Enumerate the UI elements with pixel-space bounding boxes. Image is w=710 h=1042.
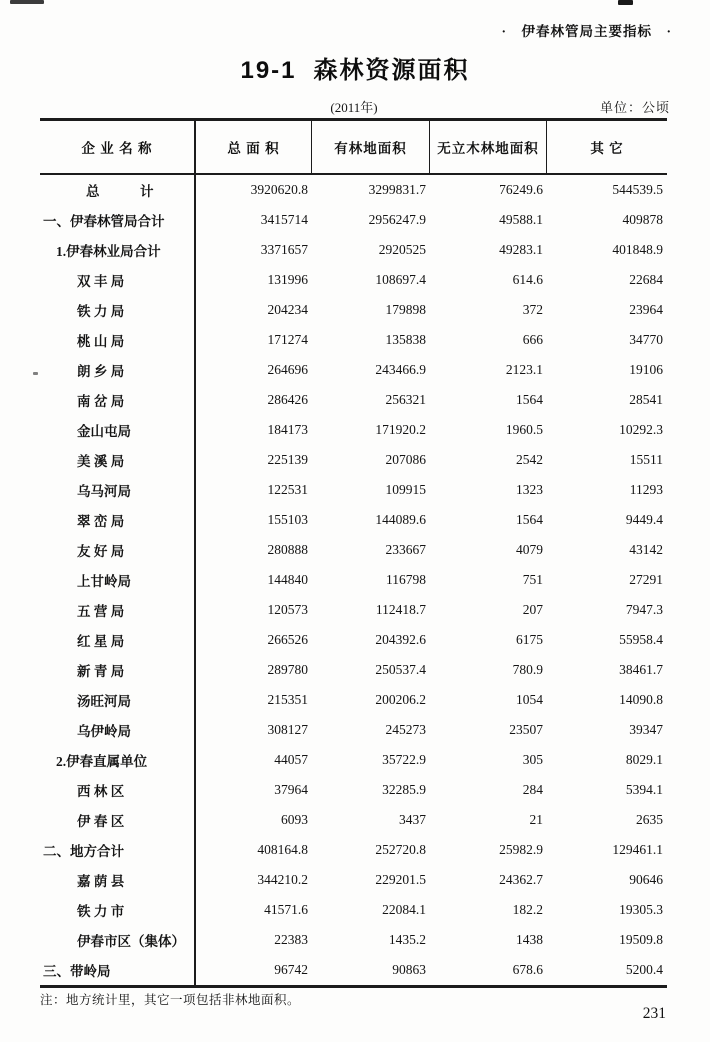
- row-value: 207: [522, 602, 543, 617]
- row-value: 179898: [385, 302, 426, 317]
- table-row: [40, 175, 667, 205]
- row-value: 35722.9: [382, 752, 426, 767]
- row-name: 上甘岭局: [40, 565, 196, 595]
- table-row: [40, 625, 667, 655]
- row-value: 204234: [267, 302, 308, 317]
- row-value: 751: [522, 572, 543, 587]
- table-row: [40, 205, 667, 235]
- row-value: 286426: [267, 392, 308, 407]
- row-value: 49283.1: [499, 242, 543, 257]
- row-value: 90646: [629, 872, 663, 887]
- row-name: 铁 力 市: [40, 895, 196, 925]
- row-value: 7947.3: [625, 602, 663, 617]
- column-header-nonstocked-area: 无立木林地面积: [430, 121, 547, 173]
- row-value: 116798: [386, 572, 426, 587]
- row-value: 6093: [281, 812, 308, 827]
- footnote: 注：地方统计里，其它一项包括非林地面积。: [40, 993, 301, 1007]
- row-value: 280888: [267, 542, 308, 557]
- title-text: 森林资源面积: [313, 57, 470, 84]
- row-name: 铁 力 局: [40, 295, 196, 325]
- table-row: [40, 535, 667, 565]
- scan-artifact: [33, 372, 38, 375]
- table-row: [40, 835, 667, 865]
- row-value: 24362.7: [499, 872, 543, 887]
- row-value: 6175: [516, 632, 543, 647]
- table-row: [40, 325, 667, 355]
- table-row: [40, 655, 667, 685]
- row-value: 25982.9: [499, 842, 543, 857]
- row-name: 桃 山 局: [40, 325, 196, 355]
- table-row: [40, 295, 667, 325]
- table-row: [40, 865, 667, 895]
- table-row: [40, 505, 667, 535]
- row-value: 5200.4: [625, 962, 663, 977]
- row-value: 23964: [629, 302, 663, 317]
- row-value: 409878: [622, 212, 663, 227]
- row-name: 美 溪 局: [40, 445, 196, 475]
- row-value: 22383: [274, 932, 308, 947]
- row-value: 207086: [385, 452, 426, 467]
- row-value: 182.2: [512, 902, 543, 917]
- row-value: 200206.2: [375, 692, 426, 707]
- table-row: [40, 445, 667, 475]
- row-value: 19106: [629, 362, 663, 377]
- row-name: 伊 春 区: [40, 805, 196, 835]
- row-value: 131996: [267, 272, 308, 287]
- row-value: 39347: [629, 722, 663, 737]
- row-value: 37964: [274, 782, 308, 797]
- row-value: 43142: [629, 542, 663, 557]
- row-value: 5394.1: [625, 782, 663, 797]
- table-row: [40, 715, 667, 745]
- row-name: 总 计: [40, 175, 196, 205]
- row-value: 120573: [267, 602, 308, 617]
- row-name: 金山屯局: [40, 415, 196, 445]
- row-value: 19305.3: [619, 902, 663, 917]
- row-value: 155103: [267, 512, 308, 527]
- row-value: 109915: [385, 482, 426, 497]
- table-body: [40, 175, 667, 985]
- row-value: 21: [529, 812, 543, 827]
- row-name: 红 星 局: [40, 625, 196, 655]
- table-row: [40, 595, 667, 625]
- row-name: 伊春市区（集体）: [40, 925, 196, 955]
- table-row: [40, 355, 667, 385]
- row-name: 1.伊春林业局合计: [40, 235, 196, 265]
- row-value: 233667: [385, 542, 426, 557]
- row-value: 2635: [636, 812, 663, 827]
- table-row: [40, 385, 667, 415]
- table-row: [40, 895, 667, 925]
- row-name: 汤旺河局: [40, 685, 196, 715]
- table-row: [40, 925, 667, 955]
- column-header-forested-area: 有林地面积: [312, 121, 430, 173]
- table-row: [40, 775, 667, 805]
- row-name: 翠 峦 局: [40, 505, 196, 535]
- row-value: 780.9: [512, 662, 543, 677]
- running-header-text: · 伊春林管局主要指标 ·: [501, 24, 672, 39]
- row-value: 76249.6: [499, 182, 543, 197]
- row-value: 245273: [385, 722, 426, 737]
- table-row: [40, 265, 667, 295]
- row-value: 4079: [516, 542, 543, 557]
- row-value: 112418.7: [375, 602, 426, 617]
- row-value: 3920620.8: [250, 182, 308, 197]
- column-header-other: 其 它: [590, 141, 624, 156]
- row-value: 284: [522, 782, 543, 797]
- row-name: 二、地方合计: [40, 835, 196, 865]
- table-meta-line: [40, 97, 668, 115]
- row-value: 266526: [267, 632, 308, 647]
- row-value: 22684: [629, 272, 663, 287]
- table-row: [40, 565, 667, 595]
- row-value: 144089.6: [375, 512, 426, 527]
- row-value: 3437: [399, 812, 426, 827]
- table-row: [40, 475, 667, 505]
- row-value: 8029.1: [625, 752, 663, 767]
- row-value: 108697.4: [375, 272, 426, 287]
- row-value: 252720.8: [375, 842, 426, 857]
- row-name: 双 丰 局: [40, 265, 196, 295]
- row-value: 2956247.9: [368, 212, 426, 227]
- row-name: 新 青 局: [40, 655, 196, 685]
- row-name: 五 营 局: [40, 595, 196, 625]
- row-value: 544539.5: [612, 182, 663, 197]
- table-row: [40, 235, 667, 265]
- row-name: 嘉 荫 县: [40, 865, 196, 895]
- row-value: 1323: [516, 482, 543, 497]
- row-name: 乌马河局: [40, 475, 196, 505]
- page-title: [0, 50, 710, 85]
- row-value: 1564: [516, 392, 543, 407]
- row-value: 3415714: [260, 212, 308, 227]
- row-name: 2.伊春直属单位: [40, 745, 196, 775]
- column-header-enterprise-name: 企 业 名 称: [40, 121, 196, 173]
- row-value: 96742: [274, 962, 308, 977]
- row-value: 250537.4: [375, 662, 426, 677]
- row-value: 3371657: [260, 242, 308, 257]
- row-value: 204392.6: [375, 632, 426, 647]
- row-value: 256321: [385, 392, 426, 407]
- row-value: 15511: [629, 452, 663, 467]
- row-value: 243466.9: [375, 362, 426, 377]
- row-value: 135838: [385, 332, 426, 347]
- row-name: 友 好 局: [40, 535, 196, 565]
- row-value: 28541: [629, 392, 663, 407]
- row-value: 666: [522, 332, 543, 347]
- row-value: 3299831.7: [368, 182, 426, 197]
- row-value: 229201.5: [375, 872, 426, 887]
- row-value: 9449.4: [625, 512, 663, 527]
- table-header-row: [40, 121, 667, 175]
- row-value: 408164.8: [257, 842, 308, 857]
- row-value: 401848.9: [612, 242, 663, 257]
- row-value: 144840: [267, 572, 308, 587]
- title-number: 19-1: [240, 57, 297, 84]
- row-name: 西 林 区: [40, 775, 196, 805]
- row-value: 22084.1: [382, 902, 426, 917]
- running-header: [501, 20, 672, 40]
- row-value: 1564: [516, 512, 543, 527]
- row-value: 41571.6: [264, 902, 308, 917]
- row-value: 2542: [516, 452, 543, 467]
- row-name: 朗 乡 局: [40, 355, 196, 385]
- row-value: 32285.9: [382, 782, 426, 797]
- row-value: 27291: [629, 572, 663, 587]
- row-name: 三、带岭局: [40, 955, 196, 985]
- row-value: 1435.2: [388, 932, 426, 947]
- row-value: 264696: [267, 362, 308, 377]
- row-value: 1054: [516, 692, 543, 707]
- row-value: 23507: [509, 722, 543, 737]
- table-row: [40, 805, 667, 835]
- table-row: [40, 745, 667, 775]
- row-value: 14090.8: [619, 692, 663, 707]
- row-value: 171274: [267, 332, 308, 347]
- data-table: [40, 118, 667, 988]
- table-row: [40, 685, 667, 715]
- table-row: [40, 955, 667, 985]
- row-value: 1960.5: [505, 422, 543, 437]
- row-value: 34770: [629, 332, 663, 347]
- row-value: 49588.1: [499, 212, 543, 227]
- row-value: 614.6: [512, 272, 543, 287]
- page-number: 231: [642, 1005, 666, 1022]
- row-value: 1438: [516, 932, 543, 947]
- row-value: 289780: [267, 662, 308, 677]
- row-name: 一、伊春林管局合计: [40, 205, 196, 235]
- column-header-total-area: 总 面 积: [196, 121, 312, 173]
- row-name: 南 岔 局: [40, 385, 196, 415]
- row-value: 171920.2: [375, 422, 426, 437]
- row-value: 90863: [392, 962, 426, 977]
- row-value: 55958.4: [619, 632, 663, 647]
- row-value: 122531: [267, 482, 308, 497]
- row-value: 372: [522, 302, 543, 317]
- row-value: 344210.2: [257, 872, 308, 887]
- row-value: 129461.1: [612, 842, 663, 857]
- row-name: 乌伊岭局: [40, 715, 196, 745]
- year-label: (2011年): [330, 100, 378, 115]
- row-value: 2123.1: [505, 362, 543, 377]
- scan-artifact: [10, 0, 44, 4]
- row-value: 38461.7: [619, 662, 663, 677]
- row-value: 225139: [267, 452, 308, 467]
- row-value: 308127: [267, 722, 308, 737]
- row-value: 44057: [274, 752, 308, 767]
- row-value: 2920525: [378, 242, 426, 257]
- row-value: 19509.8: [619, 932, 663, 947]
- row-value: 678.6: [512, 962, 543, 977]
- row-value: 305: [522, 752, 543, 767]
- row-value: 11293: [629, 482, 663, 497]
- table-row: [40, 415, 667, 445]
- scan-artifact: [618, 0, 633, 5]
- unit-label: 单位：公顷: [599, 100, 670, 115]
- row-value: 184173: [267, 422, 308, 437]
- row-value: 215351: [267, 692, 308, 707]
- row-value: 10292.3: [619, 422, 663, 437]
